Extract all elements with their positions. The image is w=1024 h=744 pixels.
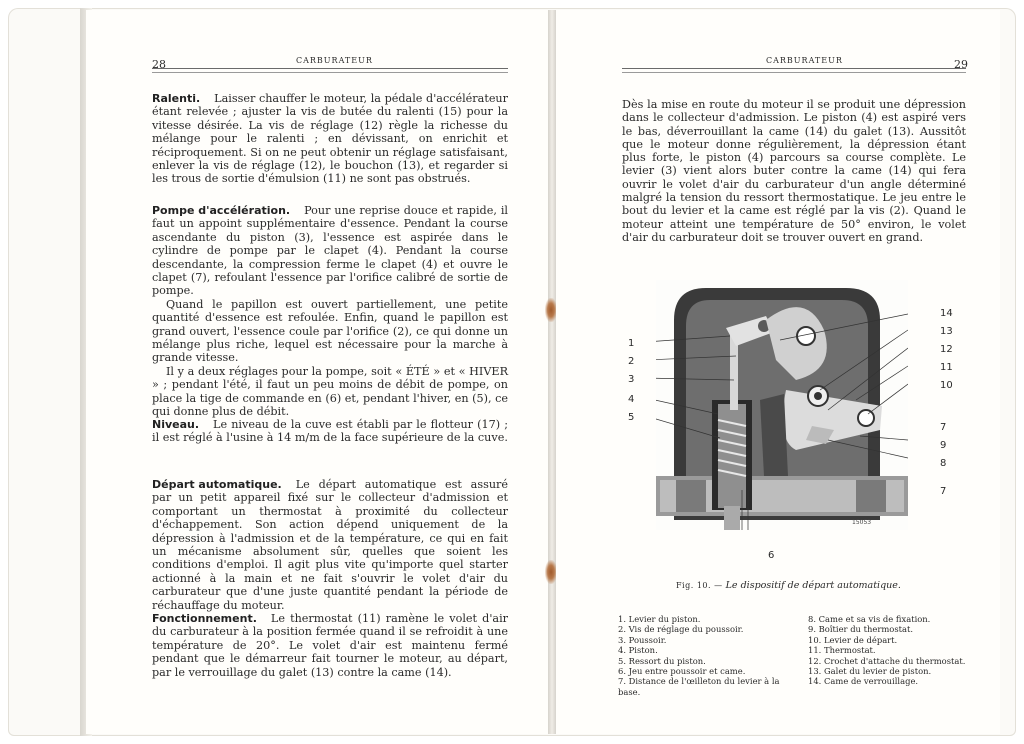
section-paragraph: Pour une reprise douce et rapide, il faut un appoint supplémentaire d'essence. Pendant la course ascendante du piston (3), l'essence est aspirée dans le cylindre de pompe par le clapet (4). Pendant la course descendante, la compression ferme le clapet (4) et ouvre le clapet (7), refoulant l'essence par l'orifice calibré de sortie de pompe. (152, 204, 508, 298)
figure-label: 12 (940, 344, 953, 355)
right-running-head: CARBURATEUR (766, 56, 843, 65)
legend-item: 11. Thermostat. (808, 645, 876, 656)
figure-label: 10 (940, 380, 953, 391)
figure-label: 11 (940, 362, 953, 373)
section-heading: Départ automatique. (152, 478, 282, 491)
legend-item: 12. Crochet d'attache du thermostat. (808, 655, 966, 666)
legend-right (808, 614, 988, 687)
figure-caption (676, 580, 901, 591)
left-page-number: 28 (152, 58, 166, 71)
left-page (86, 10, 548, 734)
section-fonctionnement (152, 612, 508, 679)
left-head-rule (152, 68, 508, 69)
caption-prefix: Fig. 10. — (676, 581, 723, 590)
left-head-rule-2 (152, 72, 508, 73)
section-paragraph: Il y a deux réglages pour la pompe, soit « ÉTÉ » et « HIVER » ; pendant l'été, il faut un peu moins de débit de pompe, on place la tige de commande en (6) et, pendant l'hiver, en (5), ce qui donne plus de débit. (152, 364, 508, 419)
right-head-rule (622, 68, 966, 69)
figure-label: 7 (940, 486, 947, 497)
figure-depart-automatique (656, 280, 908, 530)
section-paragraph: Le thermostat (11) ramène le volet d'air du carburateur à la position fermée quand il se refroidit à une température de 20°. Le volet d'air est maintenu fermé pendant que le démarreur fait tourner le moteur, au départ, par le verrouillage du galet (13) contre la came (14). (152, 612, 508, 679)
legend-item: 9. Boîtier du thermostat. (808, 624, 913, 635)
section-heading: Fonctionnement. (152, 612, 257, 625)
section-pompe (152, 204, 508, 419)
plate-number: 15053 (852, 519, 872, 526)
right-page-number: 29 (954, 58, 968, 71)
figure-label: 3 (628, 374, 635, 385)
figure-label: 5 (628, 412, 635, 423)
section-ralenti (152, 92, 508, 186)
right-head-rule-2 (622, 72, 966, 73)
section-depart (152, 478, 508, 612)
legend-left (618, 614, 808, 697)
figure-label: 14 (940, 308, 953, 319)
legend-item: 10. Levier de départ. (808, 634, 898, 645)
legend-item: 5. Ressort du piston. (618, 655, 706, 666)
legend-item: 8. Came et sa vis de fixation. (808, 614, 931, 624)
carburetor-diagram-image (656, 280, 908, 530)
right-intro-paragraph: Dès la mise en route du moteur il se produit une dépression dans le collecteur d'admission. Le piston (4) est aspiré vers le bas, déverrouillant la came (14) du galet (13). Aussitôt que le moteur donne régulièrement, la dépression étant plus forte, le piston (4) parcours sa course complète. Le levier (3) vient alors buter contre la came (14) qui fera ouvrir le volet d'air du carburateur d'un angle déterminé malgré la tension du ressort thermostatique. Le jeu entre le bout du levier et la came est réglé par la vis (2). Quand le moteur atteint une température de 50° environ, le volet d'air du carburateur doit se trouver ouvert en grand. (622, 98, 966, 244)
legend-item: 14. Came de verrouillage. (808, 676, 919, 687)
figure-label: 13 (940, 326, 953, 337)
legend-item: 7. Distance de l'œilleton du levier à la base. (618, 676, 780, 697)
right-page (556, 10, 1000, 734)
figure-label: 2 (628, 356, 635, 367)
figure-label: 6 (768, 550, 775, 561)
section-niveau (152, 418, 508, 445)
figure-label: 4 (628, 394, 635, 405)
book-gutter (548, 10, 556, 734)
figure-label: 7 (940, 422, 947, 433)
legend-item: 4. Piston. (618, 645, 658, 656)
section-paragraph: Le niveau de la cuve est établi par le flotteur (17) ; il est réglé à l'usine à 14 m/m de la face supérieure de la cuve. (152, 418, 508, 445)
section-paragraph: Le départ automatique est assuré par un petit appareil fixé sur le collecteur d'admission et comportant un thermostat à proximité du collecteur d'échappement. Son action dépend uniquement de la dépression à l'admission et de la température, ce qui en fait un mécanisme absolument sûr, quelles que soient les conditions d'emploi. Il agit plus vite qu'importe quel starter actionné à la main et ne fait s'ouvrir le volet d'air du carburateur que d'une juste quantité pendant la période de réchauffage du moteur. (152, 478, 508, 612)
legend-item: 2. Vis de réglage du poussoir. (618, 624, 744, 635)
section-heading: Ralenti. (152, 92, 201, 105)
legend-item: 3. Poussoir. (618, 634, 667, 645)
caption-text: Le dispositif de départ automatique. (725, 580, 901, 591)
section-heading: Pompe d'accélération. (152, 204, 291, 217)
legend-item: 13. Galet du levier de piston. (808, 666, 932, 677)
section-paragraph: Laisser chauffer le moteur, la pédale d'accélérateur étant relevée ; ajuster la vis de butée du ralenti (15) pour la vitesse désirée. La vis de réglage (12) règle la richesse du mélange pour le ralenti ; en dévissant, on enrichit et réciproquement. Si on ne peut obtenir un réglage satisfaisant, enlever la vis de réglage (12), le bouchon (13), et regarder si les trous de sortie d'émulsion (11) ne sont pas obstrués. (152, 92, 508, 186)
section-heading: Niveau. (152, 418, 200, 431)
figure-label: 8 (940, 458, 947, 469)
legend-item: 1. Levier du piston. (618, 614, 701, 624)
left-running-head: CARBURATEUR (296, 56, 373, 65)
legend-item: 6. Jeu entre poussoir et came. (618, 666, 746, 677)
figure-label: 9 (940, 440, 947, 451)
section-paragraph: Quand le papillon est ouvert partiellement, une petite quantité d'essence est refoulée. Enfin, quand le papillon est grand ouvert, l'essence coule par l'orifice (2), ce qui donne un mélange plus riche, lequel est nécessaire pour la marche à grande vitesse. (152, 297, 508, 365)
figure-label: 1 (628, 338, 635, 349)
